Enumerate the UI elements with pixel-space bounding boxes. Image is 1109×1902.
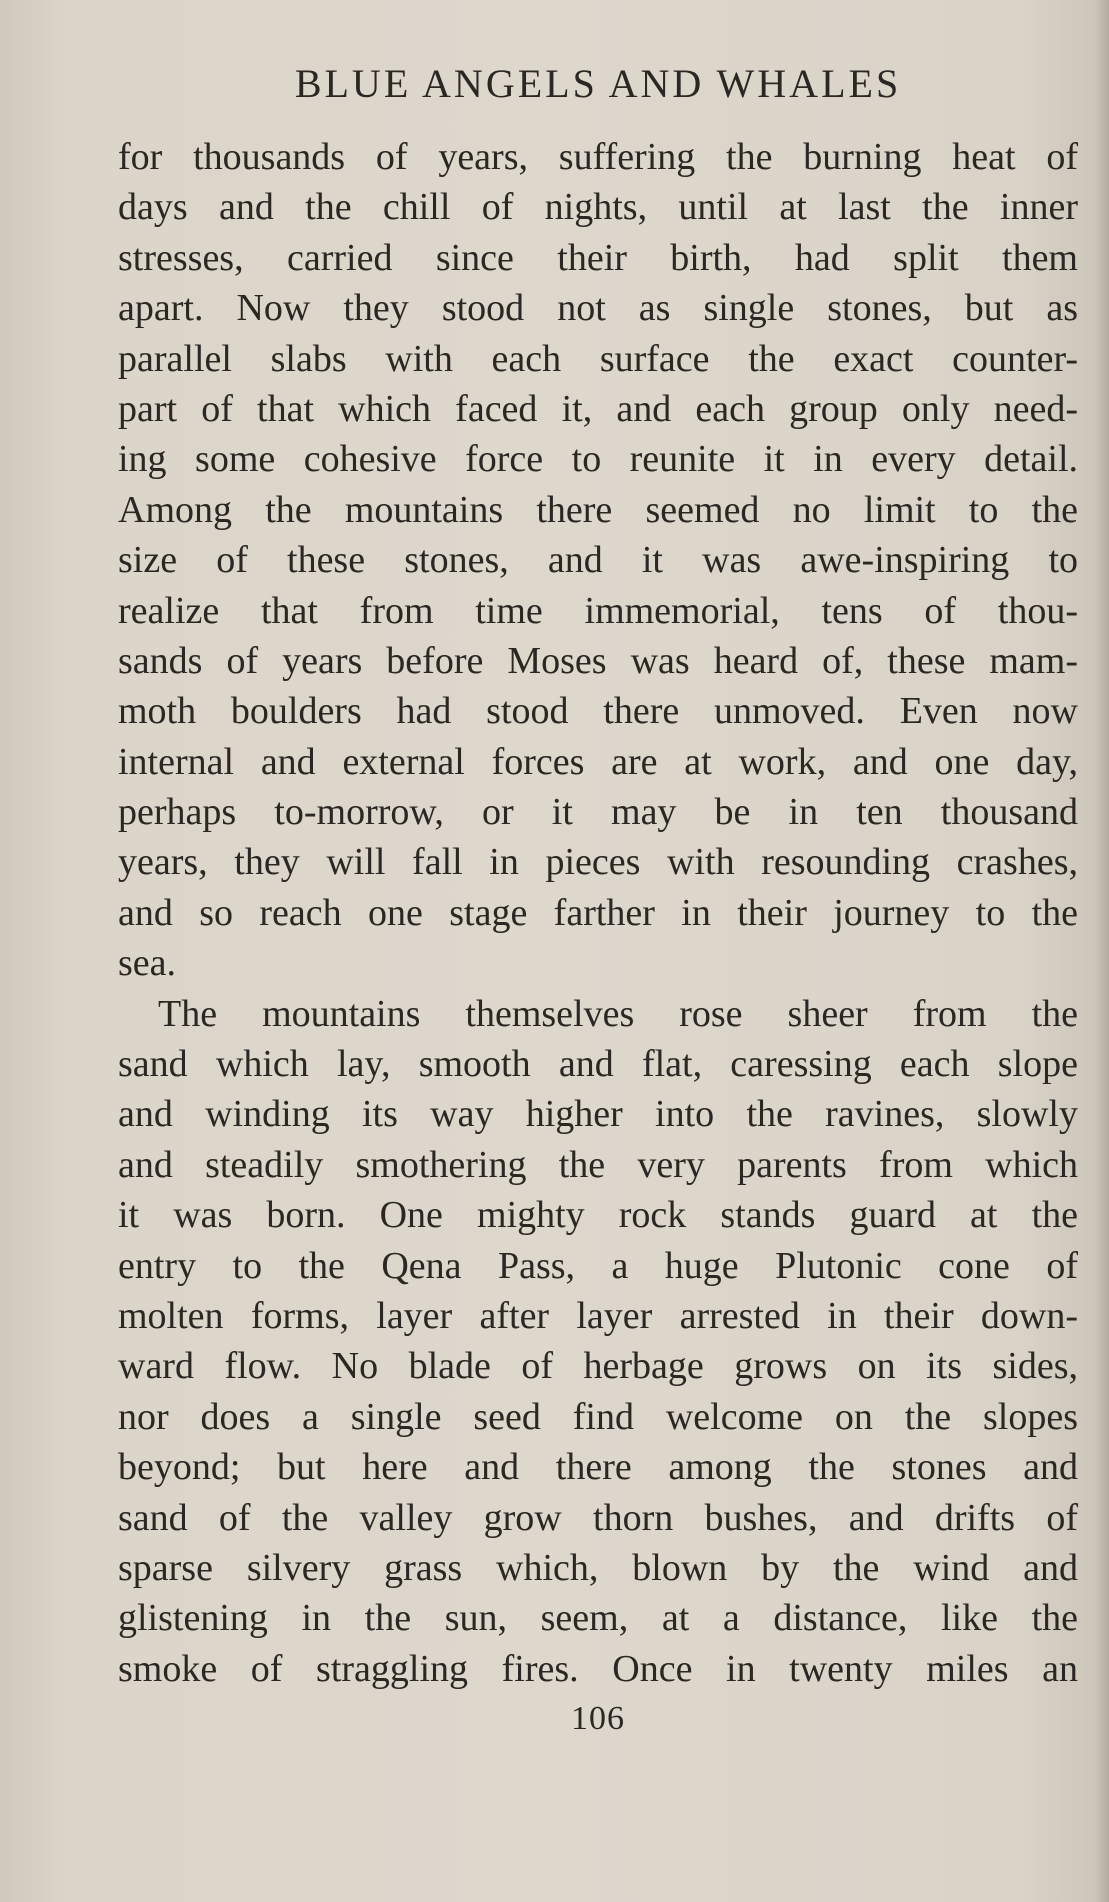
text-line: realize that from time immemorial, tens of thou- — [118, 589, 1078, 632]
text-line: for thousands of years, suffering the burning heat of — [118, 136, 1078, 178]
running-head: BLUE ANGELS AND WHALES — [294, 61, 902, 106]
body-text — [118, 132, 1078, 1694]
text-line: glistening in the sun, seem, at a distance, like the — [118, 1597, 1078, 1640]
page-edge-shadow — [1095, 0, 1109, 1902]
text-line: smoke of straggling fires. Once in twenty miles an — [118, 1647, 1078, 1690]
text-line: Among the mountains there seemed no limit to the — [118, 488, 1078, 531]
text-line: sands of years before Moses was heard of, these mam- — [118, 639, 1078, 682]
text-line: and winding its way higher into the ravines, slowly — [118, 1093, 1078, 1136]
text-line: moth boulders had stood there unmoved. Even now — [118, 690, 1078, 733]
text-line: ward flow. No blade of herbage grows on its sides, — [118, 1345, 1078, 1388]
text-line: molten forms, layer after layer arrested in their down- — [118, 1294, 1078, 1337]
text-line: it was born. One mighty rock stands guard at the — [118, 1194, 1078, 1237]
text-line: stresses, carried since their birth, had split them — [118, 236, 1078, 279]
text-line: sand of the valley grow thorn bushes, and drifts of — [118, 1496, 1078, 1539]
text-line: perhaps to-morrow, or it may be in ten thousand — [118, 791, 1078, 834]
text-line: entry to the Qena Pass, a huge Plutonic cone of — [118, 1244, 1078, 1287]
text-line: and so reach one stage farther in their journey to the — [118, 891, 1078, 934]
text-line: internal and external forces are at work, and one day, — [118, 740, 1078, 783]
text-line: parallel slabs with each surface the exact counter- — [118, 337, 1078, 380]
page-number: 106 — [571, 1700, 625, 1737]
text-line: ing some cohesive force to reunite it in every detail. — [118, 438, 1078, 481]
text-line-paragraph-end: sea. — [118, 942, 177, 985]
text-line: days and the chill of nights, until at last the inner — [118, 186, 1078, 229]
text-line: nor does a single seed find welcome on the slopes — [118, 1395, 1078, 1438]
text-line: part of that which faced it, and each group only need- — [118, 387, 1078, 430]
text-line: size of these stones, and it was awe-inspiring to — [118, 539, 1078, 582]
text-line: sand which lay, smooth and flat, caressing each slope — [118, 1043, 1078, 1086]
text-line: apart. Now they stood not as single stones, but as — [118, 287, 1078, 330]
text-line: years, they will fall in pieces with resounding crashes, — [118, 841, 1078, 884]
text-line: sparse silvery grass which, blown by the wind and — [118, 1546, 1078, 1589]
text-line: beyond; but here and there among the stones and — [118, 1446, 1078, 1489]
text-line: and steadily smothering the very parents from which — [118, 1143, 1078, 1186]
text-line-paragraph-start: The mountains themselves rose sheer from the — [158, 992, 1078, 1035]
